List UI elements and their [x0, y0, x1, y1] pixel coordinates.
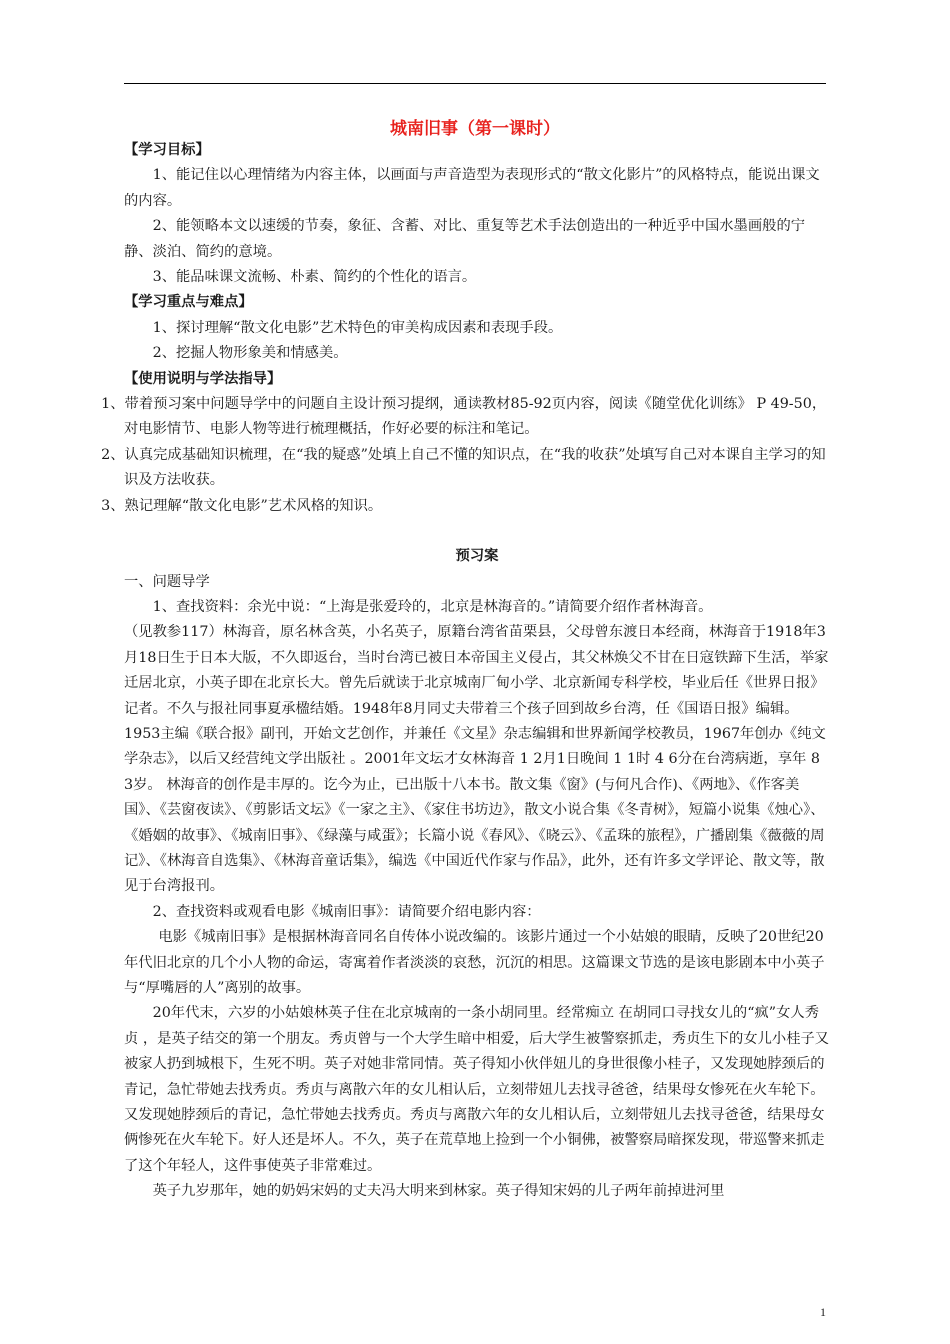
usage-heading: 【使用说明与学法指导】: [124, 370, 282, 387]
answer-4: 英子九岁那年，她的奶妈宋妈的丈夫冯大明来到林家。英子得知宋妈的儿子两年前掉进河里: [152, 1183, 725, 1200]
usage-item: 3、熟记理解“散文化电影”艺术风格的知识。: [101, 497, 383, 514]
focus-item: 1、探讨理解“散文化电影”艺术特色的审美构成因素和表现手段。: [152, 319, 563, 336]
focus-item: 2、挖掘人物形象美和情感美。: [152, 345, 348, 362]
goal-item: 2、能领略本文以速缓的节奏，象征、含蓄、对比、重复等艺术手法创造出的一种近乎中国水墨画般的宁静、淡泊、简约的意境。: [124, 218, 806, 260]
page-number: 1: [820, 1305, 826, 1319]
answer-2: 电影《城南旧事》是根据林海音同名自传体小说改编的。该影片通过一个小姑娘的眼睛，反映了20世纪20年代旧北京的几个小人物的命运，寄寓着作者淡淡的哀愁，沉沉的相思。这篇课文节选的是该电影剧本中小英子与“厚嘴唇的人”离别的故事。: [124, 929, 825, 996]
focus-heading: 【学习重点与难点】: [124, 294, 253, 311]
page-title: 城南旧事（第一课时）: [390, 119, 560, 139]
document-body: [101, 138, 830, 1205]
preview-heading: 预习案: [455, 548, 499, 565]
answer-3: 20年代末，六岁的小姑娘林英子住在北京城南的一条小胡同里。经常痴立 在胡同口寻找女儿的“疯”女人秀贞 ，是英子结交的第一个朋友。秀贞曾与一个大学生暗中相爱，后大学生被警察抓走，秀贞生下的女儿小桂子又被家人扔到城根下，生死不明。英子对她非常同情。英子得知小伙伴妞儿的身世很像小桂子，又发现她脖颈后的青记，急忙带她去找秀贞。秀贞与离散六年的女儿相认后，立刻带妞儿去找寻爸爸，结果母女惨死在火车轮下。又发现她脖颈后的青记，急忙带她去找秀贞。秀贞与离散六年的女儿相认后，立刻带妞儿去找寻爸爸，结果母女俩惨死在火车轮下。好人还是坏人。不久，英子在荒草地上捡到一个小铜佛，被警察局暗探发现，带巡警来抓走了这个年轻人，这件事使英子非常难过。: [124, 1005, 830, 1174]
question-2: 2、查找资料或观看电影《城南旧事》：请简要介绍电影内容：: [152, 903, 541, 920]
goals-heading: 【学习目标】: [124, 142, 210, 158]
goal-item: 1、能记住以心理情绪为内容主体，以画面与声音造型为表现形式的“散文化影片”的风格特点，能说出课文的内容。: [124, 167, 820, 209]
usage-item: 2、认真完成基础知识梳理，在“我的疑惑”处填上自己不懂的知识点，在“我的收获”处填写自己对本课自主学习的知识及方法收获。: [101, 446, 826, 489]
answer-1: （见教参117）林海音，原名林含英，小名英子，原籍台湾省苗栗县，父母曾东渡日本经商，林海音于1918年3月18日生于日本大版，不久即返台，当时台湾已被日本帝国主义侵占，其父林焕父不甘在日寇铁蹄下生活，举家迁居北京，小英子即在北京长大。曾先后就读于北京城南厂甸小学、北京新闻专科学校，毕业后任《世界日报》记者。不久与报社同事夏承楹结婚。1948年8月同丈夫带着三个孩子回到故乡台湾，任《国语日报》编辑。1953主编《联合报》副刊，开始文艺创作，并兼任《文星》杂志编辑和世界新闻学校教员，1967年创办《纯文学杂志》，以后又经营纯文学出版社 。2001年文坛才女林海音 1 2月1日晚间 1 1时 4 6分在台湾病逝，享年 8 3岁。 林海音的创作是丰厚的。讫今为止，已出版十八本书。散文集《窗》(与何凡合作)、《两地》、《作客美国》、《芸窗夜读》、《剪影话文坛》《一家之主》、《家住书坊边》，散文小说合集《冬青树》，短篇小说集《烛心》、《婚姻的故事》、《城南旧事》、《绿藻与咸蛋》；长篇小说《春风》、《晓云》、《孟珠的旅程》，广播剧集《薇薇的周记》、《林海音自选集》、《林海音童话集》，编选《中国近代作家与作品》，此外，还有许多文学评论、散文等，散见于台湾报刊。: [124, 624, 829, 895]
question-1: 1、查找资料：余光中说：“上海是张爱玲的，北京是林海音的。”请简要介绍作者林海音。: [152, 598, 713, 615]
usage-item: 1、带着预习案中问题导学中的问题自主设计预习提纲，通读教材85-92页内容，阅读《随堂优化训练》 P 49-50，对电影情节、电影人物等进行梳理概括，作好必要的标注和笔记。: [101, 396, 827, 438]
preview-subheading: 一、问题导学: [124, 573, 210, 590]
header-rule: [124, 83, 826, 84]
goal-item: 3、能品味课文流畅、朴素、简约的个性化的语言。: [152, 269, 477, 286]
